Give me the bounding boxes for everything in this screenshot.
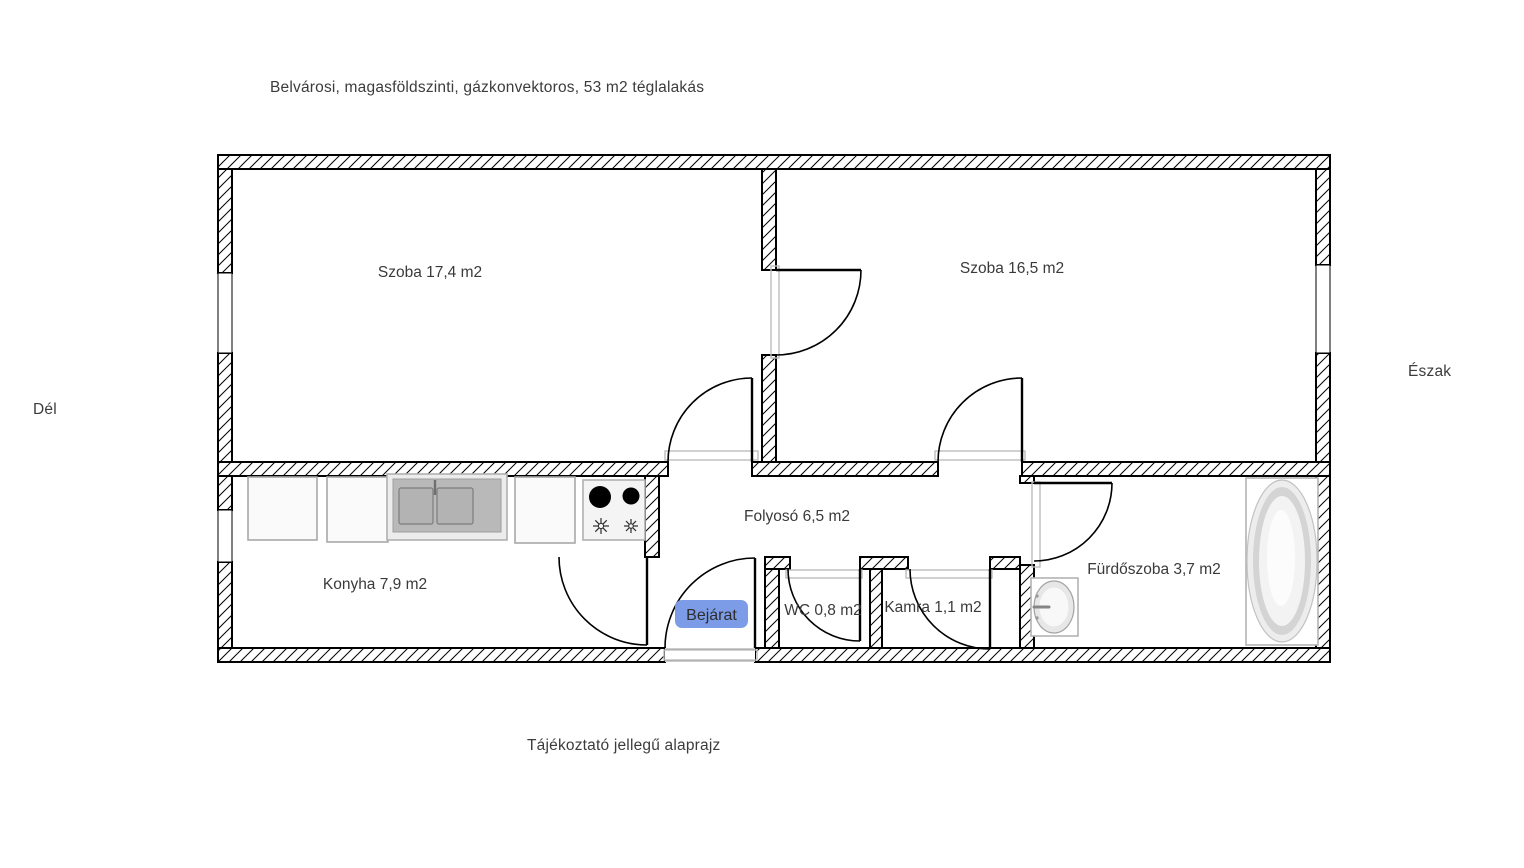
wall-wc-kamra: [870, 569, 882, 648]
wall-middle-b: [752, 462, 938, 476]
stove-icon: [583, 480, 645, 540]
room-label-folyoso: Folyosó 6,5 m2: [744, 508, 850, 525]
wall-wc-top-a: [765, 557, 790, 569]
room-label-konyha: Konyha 7,9 m2: [322, 576, 428, 593]
window-icon-right: [1316, 265, 1330, 353]
gas-burner-icon: [624, 519, 638, 533]
door-arc: [1034, 483, 1112, 561]
door-sill: [935, 451, 1025, 460]
room-label-wc: WC 0,8 m2: [784, 602, 862, 619]
compass-north-label: Észak: [1408, 363, 1452, 380]
room-label-kamra: Kamra 1,1 m2: [884, 599, 982, 616]
wall-left-b: [218, 353, 232, 510]
bathtub-floor: [1267, 510, 1295, 606]
wall-wc-top-c: [990, 557, 1020, 569]
door-arc: [559, 557, 647, 645]
wall-bottom-left: [218, 648, 665, 662]
wall-right-a: [1316, 169, 1330, 265]
window-icon-left-upper: [218, 273, 232, 353]
tap-handle-icon: [1035, 616, 1038, 619]
kitchen-sink-icon: [387, 474, 507, 540]
bathtub-icon: [1246, 478, 1318, 645]
door-sill: [771, 266, 779, 358]
entrance-highlight: [675, 600, 748, 628]
room-label-szoba2: Szoba 16,5 m2: [959, 260, 1065, 277]
door-sill: [906, 570, 992, 578]
washbasin-icon: [1031, 578, 1078, 636]
wall-bottom-right: [755, 648, 1330, 662]
wall-kitchen-hall: [645, 476, 659, 557]
sink-basin: [437, 488, 473, 524]
door-swing-icon-kitchen: [559, 557, 647, 645]
room-label-furdoszoba: Fürdőszoba 3,7 m2: [1087, 561, 1221, 578]
entrance-label: Bejárat: [686, 607, 737, 624]
door-swing-icon-between-rooms: [776, 270, 861, 355]
page-title: Belvárosi, magasföldszinti, gázkonvektoros, 53 m2 téglalakás: [270, 79, 705, 96]
wall-left-c: [218, 562, 232, 648]
door-sill: [1032, 482, 1040, 567]
door-arc: [938, 378, 1022, 462]
kitchen-fixtures: [248, 474, 645, 543]
burner-icon: [589, 486, 611, 508]
wall-middle-c: [1022, 462, 1330, 476]
door-sill: [665, 451, 758, 460]
footer-note: Tájékoztató jellegű alaprajz: [527, 737, 721, 754]
wall-top: [218, 155, 1330, 169]
counter-icon: [248, 477, 317, 540]
counter-icon: [515, 477, 575, 543]
door-swing-icon-szoba2: [938, 378, 1022, 462]
sink-basin: [399, 488, 433, 524]
wall-room-divider-b: [762, 355, 776, 462]
compass-south-label: Dél: [33, 401, 57, 418]
gas-burner-icon: [593, 518, 609, 534]
wall-wc-top-b: [860, 557, 908, 569]
room-label-szoba1: Szoba 17,4 m2: [377, 264, 483, 281]
counter-icon: [327, 477, 388, 542]
burner-icon: [623, 488, 640, 505]
door-arc: [668, 378, 752, 462]
door-swing-icon-szoba1: [668, 378, 752, 462]
wall-left-a: [218, 169, 232, 273]
wall-wc-left: [765, 569, 779, 648]
door-arc: [776, 270, 861, 355]
tap-handle-icon: [1035, 594, 1038, 597]
door-swing-icon-bathroom: [1034, 483, 1112, 561]
wall-room-divider-a: [762, 169, 776, 270]
window-icon-left-kitchen: [218, 510, 232, 562]
door-sill: [786, 570, 862, 578]
